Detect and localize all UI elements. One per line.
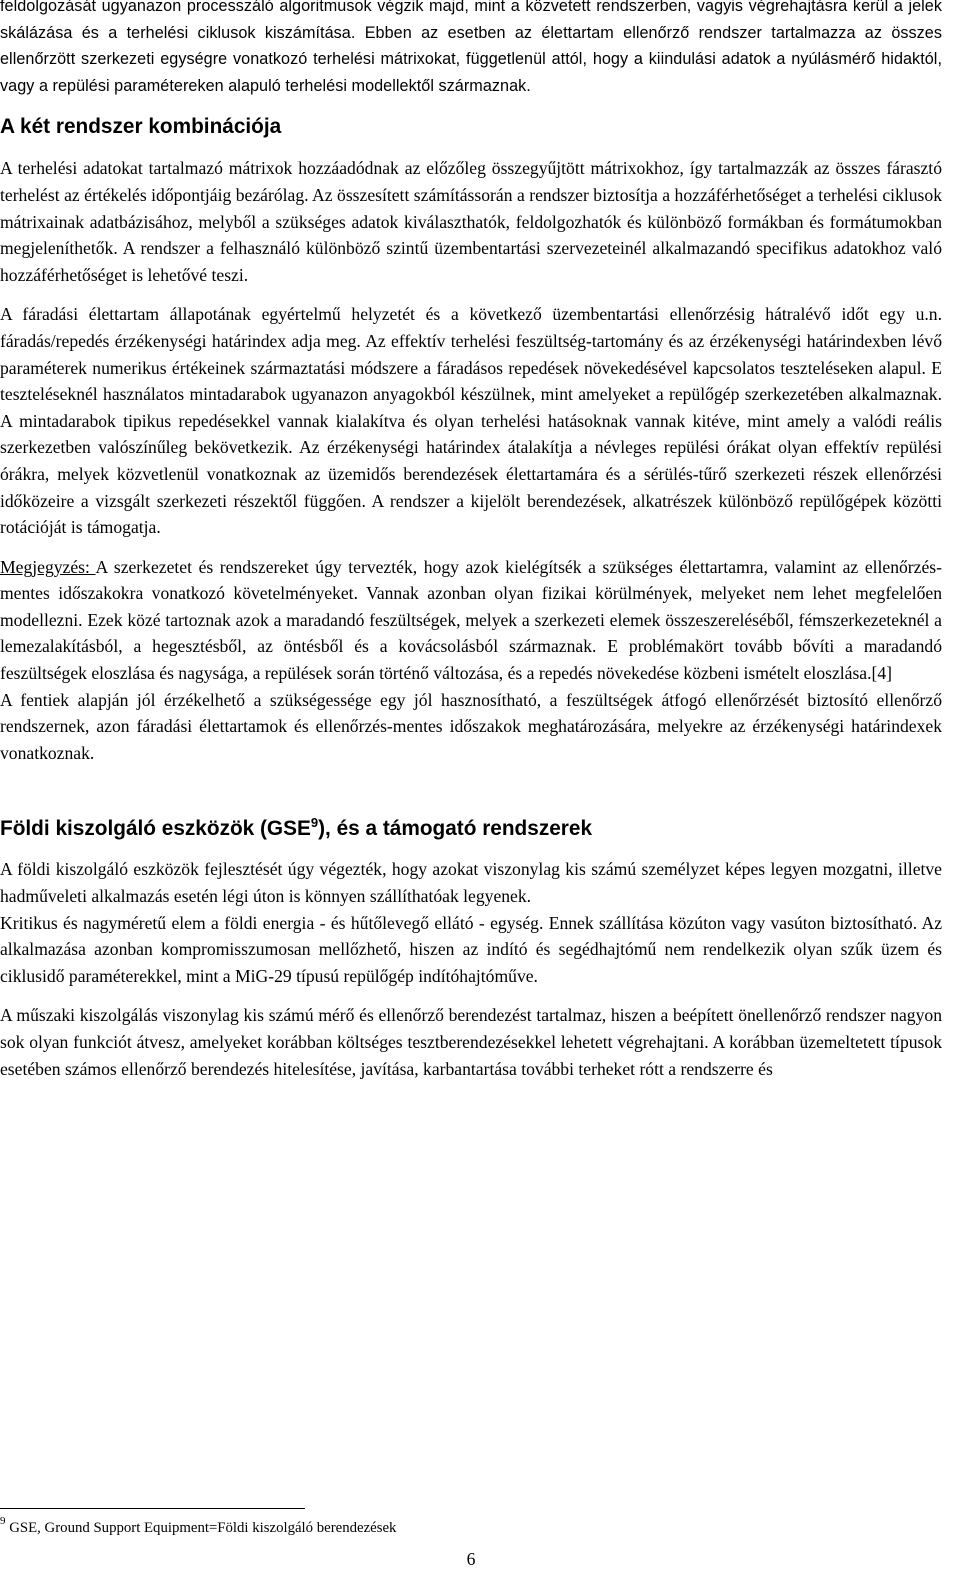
section-heading-combination: A két rendszer kombinációja: [0, 115, 282, 139]
heading-text: Földi kiszolgáló eszközök (GSE: [0, 817, 311, 841]
section-heading-gse: [0, 815, 942, 843]
paragraph: A terhelési adatokat tartalmazó mátrixok hozzáadódnak az előzőleg összegyűjtött mátrixokhoz, így tartalmazzák az összes fárasztó terhelést az értékelés időpontjáig bezárólag. Az összesített számítássorán a rendszer biztosítja a hozzáférhetőséget a terhelési ciklusok mátrixainak adatbázisához, melyből a szükséges adatok kiválaszthatók, feldolgozhatók és különböző formákban és formátumokban megjeleníthetők. A rendszer a felhasználó különböző szintű üzembentartási szervezeteinél alkalmazandó specifikus adatokhoz való hozzáférhetőséget is lehetővé teszi.: [0, 158, 942, 285]
heading-text: ), és a támogató rendszerek: [318, 817, 593, 841]
note-label: Megjegyzés:: [0, 556, 96, 577]
paragraph: A fentiek alapján jól érzékelhető a szükségessége egy jól hasznosítható, a feszültségek átfogó ellenőrzését biztosító ellenőrző rendszernek, azon fáradási élettartamok és ellenőrzés-mentes időszakok meghatározására, melyekre az érzékenységi határindexek vonatkoznak.: [0, 689, 942, 763]
footnote-reference: 9: [310, 814, 319, 830]
paragraph: A fáradási élettartam állapotának egyértelmű helyzetét és a következő üzembentartási ellenőrzésig hátralévő időt egy u.n. fáradás/repedés érzékenységi határindex adja meg. Az effektív terhelési feszültség-tartomány és az érzékenységi határindexben lévő paraméterek numerikus értékeinek származtatási módszere a fáradásos repedések növekedésével kapcsolatos teszteléseken alapul. E teszteléseknél használatos mintadarabok ugyanazon anyagokból készülnek, mint amelyeket a repülőgép szerkezetében alkalmaznak. A mintadarabok tipikus repedésekkel vannak kialakítva és olyan terhelési hatásoknak vannak kitéve, mint amely a valódi reális szerkezetben valószínűleg bekövetkezik. Az érzékenységi határindex átalakítja a névleges repülési órákat olyan effektív repülési órákra, melyek közvetlenül vonatkoznak az üzemidős berendezések élettartamára és a sérülés-tűrő szerkezeti részek ellenőrzési időközeire a vizsgált szerkezeti részektől függően. A rendszer a kijelölt berendezések, alkatrészek különböző repülőgépek közötti rotációját is támogatja.: [0, 304, 942, 538]
footnote: [0, 1515, 397, 1538]
footnote-mark: 9: [0, 1515, 6, 1528]
note-paragraph: [0, 554, 942, 687]
footnote-separator: [0, 1508, 305, 1509]
paragraph: A földi kiszolgáló eszközök fejlesztését úgy végezték, hogy azokat viszonylag kis számú személyzet képes legyen mozgatni, illetve hadműveleti alkalmazás esetén légi úton is könnyen szállíthatóak legyenek.: [0, 859, 942, 907]
page-number: 6: [466, 1549, 476, 1569]
note-text: A szerkezetet és rendszereket úgy tervezték, hogy azok kielégítsék a szükséges élettartamra, valamint az ellenőrzés-mentes időszakokra vonatkozó követelményeket. Vannak azonban olyan fizikai körülmények, melyeket nem lehet megfelelően modellezni. Ezek közé tartoznak azok a maradandó feszültségek, melyek a szerkezeti elemek összeszereléséből, fémszerkezeteknél a lemezalakításból, a hegesztésből, az öntésből és a kovácsolásból származnak. E problémakört tovább bővíti a maradandó feszültségek eloszlása és nagysága, a repülések során történő változása, és a repedés növekedése közbeni ismételt eloszlása.[4]: [0, 556, 942, 684]
top-paragraph: feldolgozását ugyanazon processzáló algoritmusok végzik majd, mint a közvetett rendszerben, vagyis végrehajtásra kerül a jelek skálázása és a terhelési ciklusok kiszámítása. Ebben az esetben az élettartam ellenőrző rendszer tartalmazza az összes ellenőrzött szerkezeti egységre vonatkozó terhelési mátrixokat, függetlenül attól, hogy a kiindulási adatok a nyúlásmérő hidaktól, vagy a repülési paramétereken alapuló terhelési modellektől származnak.: [0, 0, 942, 95]
paragraph: Kritikus és nagyméretű elem a földi energia - és hűtőlevegő ellátó - egység. Ennek szállítása közúton vagy vasúton biztosítható. Az alkalmazása azonban kompromisszumosan mellőzhető, hiszen az indító és segédhajtómű nem rendelkezik olyan szűk üzem és ciklusidő paraméterekkel, mint a MiG-29 típusú repülőgép indítóhajtóműve.: [0, 912, 942, 986]
footnote-text: GSE, Ground Support Equipment=Földi kiszolgáló berendezések: [5, 1520, 397, 1536]
paragraph: A műszaki kiszolgálás viszonylag kis számú mérő és ellenőrző berendezést tartalmaz, hiszen a beépített önellenőrző rendszer nagyon sok olyan funkciót átvesz, amelyeket korábban költséges tesztberendezésekkel lehetett végrehajtani. A korábban üzemeltetett típusok esetében számos ellenőrző berendezés hitelesítése, javítása, karbantartása további terheket rótt a rendszerre és: [0, 1005, 942, 1079]
